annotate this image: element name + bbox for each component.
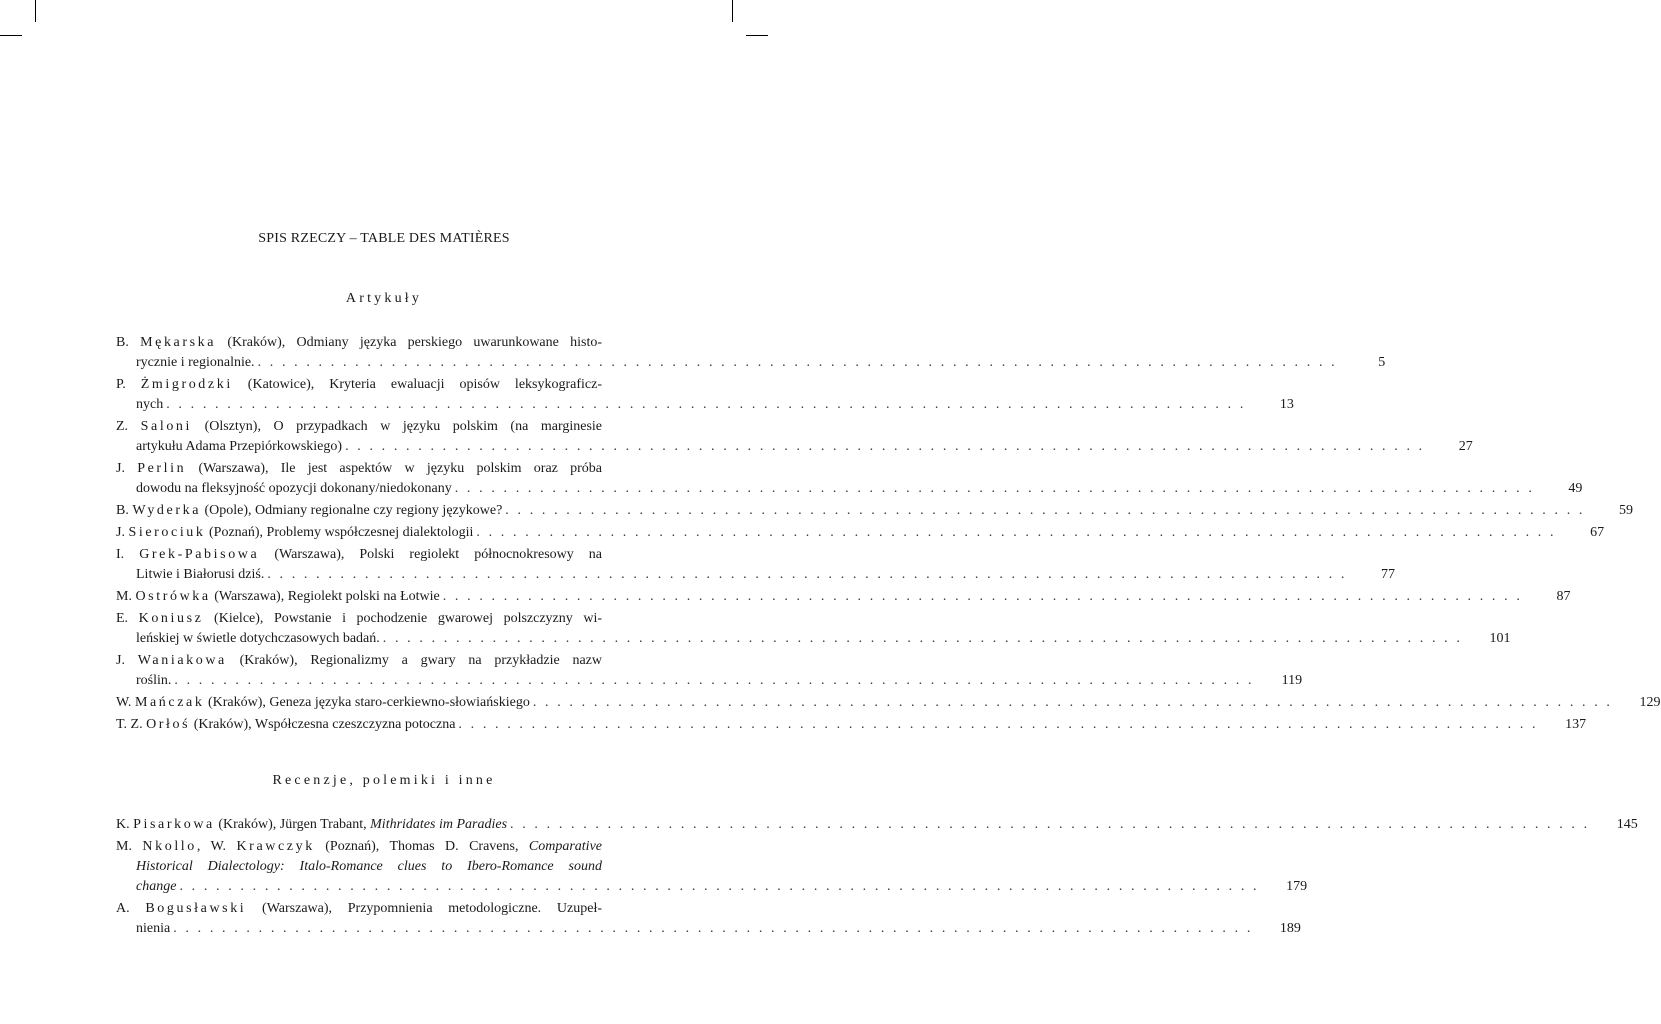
- toc-entry: [116, 837, 1308, 897]
- dot-leader: [505, 501, 1585, 521]
- toc-entry: [116, 651, 1303, 691]
- toc-entry: [116, 375, 1294, 415]
- page-number: 101: [1489, 631, 1511, 646]
- toc-entry: [116, 693, 1661, 713]
- author-initial: J.: [116, 525, 125, 540]
- page-number: 87: [1556, 589, 1571, 604]
- crop-mark-right-horizontal: [746, 35, 768, 36]
- author-initial: J.: [116, 653, 125, 668]
- book-title-continued: Historical Dialectology: Italo-Romance clues to Ibero-Romance sound: [136, 859, 602, 874]
- entry-title-continued: nienia: [136, 921, 171, 936]
- entry-title: (Kraków), Jürgen Trabant,: [214, 817, 371, 832]
- author-surname: Bogusławski: [145, 901, 247, 916]
- dot-leader: [455, 479, 1535, 499]
- entry-title: (Kraków), Współczesna czeszczyzna potoczna: [190, 717, 456, 732]
- author-surname: Nkollo: [142, 839, 197, 854]
- dot-leader: [174, 671, 1254, 691]
- entry-title: (Poznań), Problemy współczesnej dialektologii: [205, 525, 474, 540]
- page-number: 13: [1279, 397, 1294, 412]
- book-title-continued: change: [136, 879, 177, 894]
- dot-leader: [173, 919, 1253, 939]
- section-heading-reviews: Recenzje, polemiki i inne: [272, 773, 496, 788]
- toc-entry: [116, 545, 1396, 585]
- entry-title: (Olsztyn), O przypadkach w języku polskim (na marginesie: [192, 419, 603, 434]
- author-initial: B.: [116, 503, 129, 518]
- toc-entry: [116, 715, 1587, 735]
- page-number: 27: [1458, 439, 1473, 454]
- page-title: SPIS RZECZY – TABLE DES MATIÈRES: [258, 231, 510, 246]
- entry-title-continued: artykułu Adama Przepiórkowskiego): [136, 439, 343, 454]
- author-surname: Koniusz: [138, 611, 204, 626]
- dot-leader: [166, 395, 1246, 415]
- dot-leader: [533, 693, 1613, 713]
- entry-title: (Warszawa), Przypomnienia metodologiczne. Uzupeł-: [246, 901, 602, 916]
- section-heading-articles: Artykuły: [345, 291, 423, 306]
- page-number: 179: [1286, 879, 1308, 894]
- toc-entry: [116, 815, 1638, 835]
- entry-title: (Warszawa), Polski regiolekt północnokresowy na: [259, 547, 602, 562]
- author-surname: Krawczyk: [236, 839, 315, 854]
- author-initial: B.: [116, 335, 129, 350]
- author-surname: Żmigrodzki: [140, 377, 233, 392]
- dot-leader: [476, 523, 1556, 543]
- page-number: 49: [1568, 481, 1583, 496]
- author-initial: E.: [116, 611, 129, 626]
- page-number: 119: [1281, 673, 1303, 688]
- dot-leader: [345, 437, 1425, 457]
- toc-entry: [116, 501, 1633, 521]
- entry-title: (Opole), Odmiany regionalne czy regiony językowe?: [201, 503, 503, 518]
- dot-leader: [258, 353, 1338, 373]
- entry-title-continued: leńskiej w świetle dotychczasowych badań.: [136, 631, 380, 646]
- crop-mark-right-vertical: [732, 0, 733, 22]
- author-initial: K.: [116, 817, 130, 832]
- author-initial: T. Z.: [116, 717, 143, 732]
- book-title: Comparative: [528, 839, 602, 854]
- entry-title-continued: dowodu na fleksyjność opozycji dokonany/niedokonany: [136, 481, 452, 496]
- entry-title-continued: Litwie i Białorusi dziś.: [136, 567, 265, 582]
- author-initial: P.: [116, 377, 126, 392]
- author-initial: I.: [116, 547, 125, 562]
- author-initial: A.: [116, 901, 130, 916]
- page-number: 77: [1381, 567, 1396, 582]
- entry-title-continued: nych: [136, 397, 164, 412]
- toc-entry: [116, 587, 1571, 607]
- author-surname: Mańczak: [134, 695, 205, 710]
- toc-entry: [116, 417, 1473, 457]
- dot-leader: [443, 587, 1523, 607]
- toc-entry: [116, 333, 1386, 373]
- dot-leader: [179, 877, 1259, 897]
- author-surname: Grek-Pabisowa: [139, 547, 260, 562]
- page-number: 67: [1590, 525, 1605, 540]
- toc-entry: [116, 523, 1605, 543]
- toc-entry: [116, 609, 1511, 649]
- author-surname: Sierociuk: [128, 525, 206, 540]
- entry-title: (Kraków), Regionalizmy a gwary na przykładzie nazw: [226, 653, 602, 668]
- entry-title-continued: roślin.: [136, 673, 172, 688]
- dot-leader: [510, 815, 1590, 835]
- entry-title: (Katowice), Kryteria ewaluacji opisów leksykograficz-: [232, 377, 602, 392]
- toc-reviews: [116, 815, 1638, 941]
- author-initial: M.: [116, 589, 132, 604]
- author-surname: Wyderka: [132, 503, 202, 518]
- page-number: 137: [1565, 717, 1587, 732]
- dot-leader: [458, 715, 1538, 735]
- author-initial: Z.: [116, 419, 129, 434]
- author-initial: W.: [116, 695, 132, 710]
- author-initial: M.: [116, 839, 132, 854]
- author-surname: Ostrówka: [135, 589, 211, 604]
- dot-leader: [383, 629, 1463, 649]
- author-initial: J.: [116, 461, 125, 476]
- dot-leader: [267, 565, 1347, 585]
- author-surname: Saloni: [140, 419, 193, 434]
- toc-entry: [116, 899, 1301, 939]
- crop-mark-left-vertical: [35, 0, 36, 22]
- author-surname: Pisarkowa: [133, 817, 215, 832]
- author-separator: , W.: [196, 839, 237, 854]
- author-surname: Perlin: [137, 461, 187, 476]
- page-number: 129: [1639, 695, 1661, 710]
- entry-title: (Kraków), Geneza języka staro-cerkiewno-słowiańskiego: [204, 695, 530, 710]
- entry-title-continued: rycznie i regionalnie.: [136, 355, 255, 370]
- page-number: 59: [1619, 503, 1633, 518]
- book-title: Mithridates im Paradies: [370, 817, 508, 832]
- page-number: 5: [1378, 355, 1386, 370]
- author-surname: Orłoś: [146, 717, 191, 732]
- author-surname: Mękarska: [140, 335, 217, 350]
- page-number: 145: [1616, 817, 1638, 832]
- entry-title: (Poznań), Thomas D. Cravens,: [314, 839, 529, 854]
- toc-entry: [116, 459, 1583, 499]
- page-number: 189: [1279, 921, 1301, 936]
- entry-title: (Warszawa), Regiolekt polski na Łotwie: [210, 589, 440, 604]
- toc-articles: [116, 333, 1661, 737]
- author-surname: Waniakowa: [137, 653, 227, 668]
- entry-title: (Kielce), Powstanie i pochodzenie gwarowej polszczyzny wi-: [203, 611, 602, 626]
- entry-title: (Kraków), Odmiany języka perskiego uwarunkowane histo-: [216, 335, 602, 350]
- entry-title: (Warszawa), Ile jest aspektów w języku polskim oraz próba: [186, 461, 603, 476]
- crop-mark-left-horizontal: [0, 35, 22, 36]
